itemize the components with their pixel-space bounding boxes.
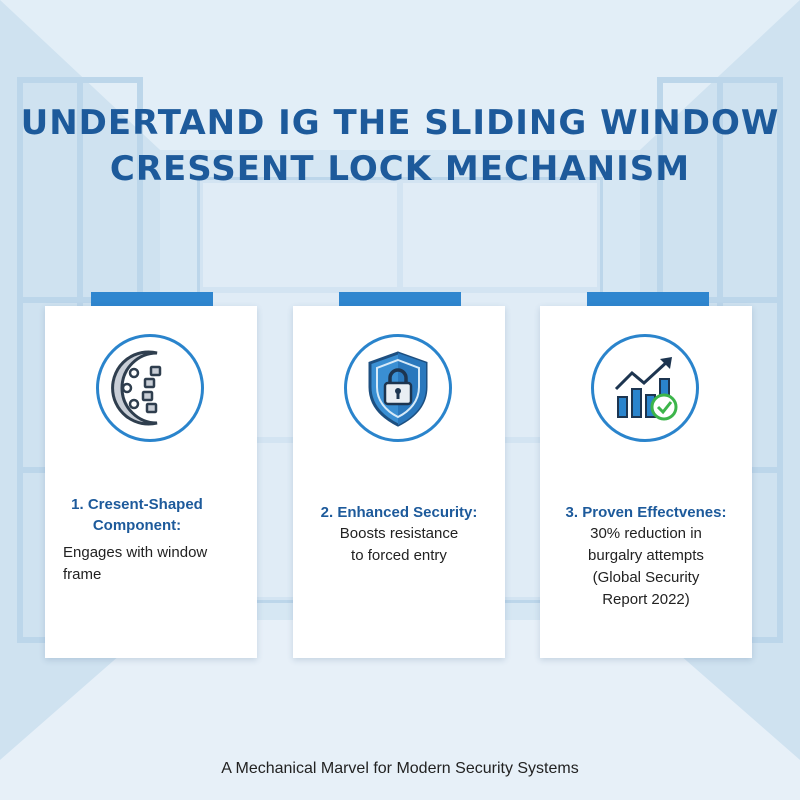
card-3-description: 30% reduction in burgalry attempts (Global Security Report 2022)	[588, 525, 704, 608]
card-crescent-component	[45, 306, 257, 658]
card-3-title: 3. Proven Effectvenes:	[565, 504, 727, 521]
card-1-title: 1. Cresent-Shaped Component:	[71, 496, 203, 534]
footer-tagline: A Mechanical Marvel for Modern Security Systems	[221, 760, 579, 777]
page-title	[0, 100, 800, 192]
title-line-1: UNDERTAND IG THE SLIDING WINDOW	[20, 103, 780, 143]
title-line-2: CRESSENT LOCK MECHANISM	[109, 149, 691, 189]
card-1-description: Engages with window frame	[63, 544, 208, 583]
card-2-description: Boosts resistance to forced entry	[339, 525, 459, 564]
card-enhanced-security	[293, 306, 505, 658]
crescent-gear-icon	[96, 334, 204, 442]
growth-chart-check-icon	[591, 334, 699, 442]
card-proven-effectiveness	[540, 306, 752, 658]
shield-lock-icon	[344, 334, 452, 442]
card-2-title: 2. Enhanced Security:	[320, 504, 478, 521]
